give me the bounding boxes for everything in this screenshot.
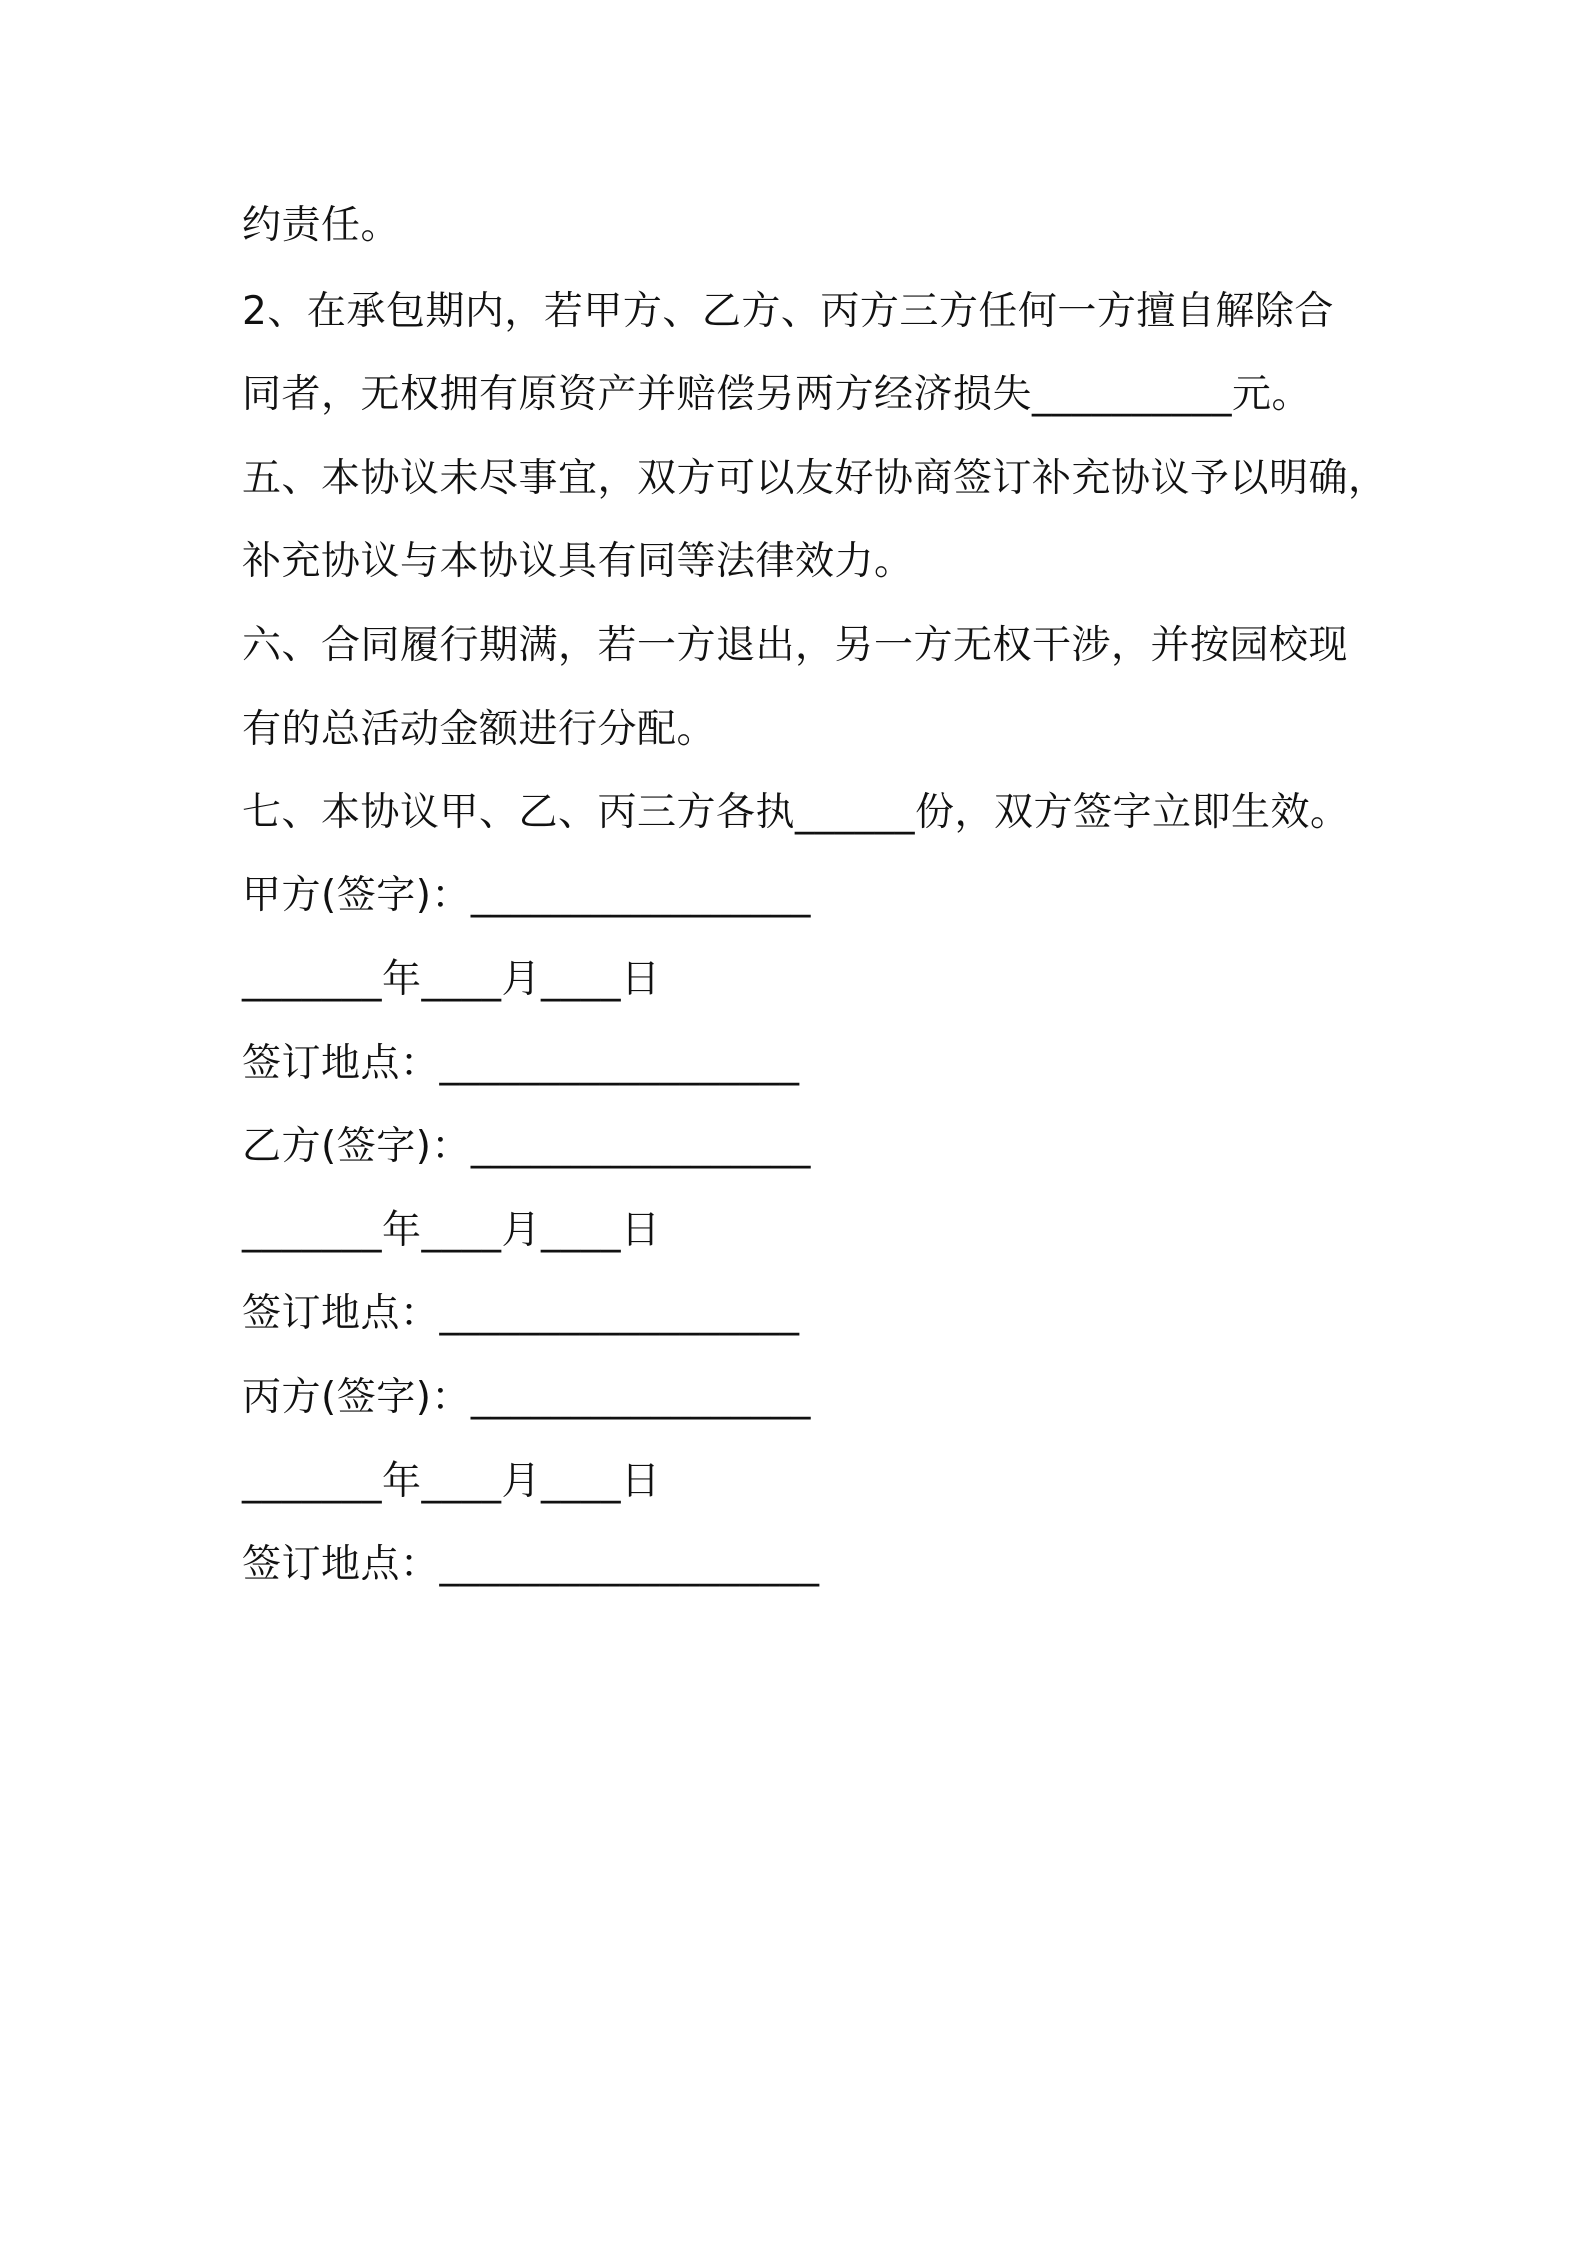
text-line-clause-5-cont: 补充协议与本协议具有同等法律效力。 xyxy=(242,539,914,584)
text-line-clause-6-cont: 有的总活动金额进行分配。 xyxy=(242,707,717,752)
party-c-signature-line: 丙方(签字)：_________________ xyxy=(242,1375,811,1420)
party-c-date-line: _______年____月____日 xyxy=(242,1459,661,1504)
text-line-clause-5: 五、本协议未尽事宜，双方可以友好协商签订补充协议予以明确， xyxy=(242,456,1388,501)
text-line-responsibility-end: 约责任。 xyxy=(242,203,401,248)
text-line-clause-7: 七、本协议甲、乙、丙三方各执______份，双方签字立即生效。 xyxy=(242,790,1350,835)
party-a-signature-line: 甲方(签字)：_________________ xyxy=(242,873,811,918)
party-b-signature-line: 乙方(签字)：_________________ xyxy=(242,1124,811,1169)
text-line-clause-2: 2、在承包期内，若甲方、乙方、丙方三方任何一方擅自解除合 xyxy=(242,289,1334,334)
party-a-location-line: 签订地点：__________________ xyxy=(242,1041,800,1086)
text-line-clause-2-cont: 同者，无权拥有原资产并赔偿另两方经济损失__________元。 xyxy=(242,372,1312,417)
party-b-date-line: _______年____月____日 xyxy=(242,1208,661,1253)
text-line-clause-6: 六、合同履行期满，若一方退出，另一方无权干涉，并按园校现 xyxy=(242,623,1349,668)
party-c-location-line: 签订地点：___________________ xyxy=(242,1542,820,1587)
party-a-date-line: _______年____月____日 xyxy=(242,957,661,1002)
party-b-location-line: 签订地点：__________________ xyxy=(242,1291,800,1336)
